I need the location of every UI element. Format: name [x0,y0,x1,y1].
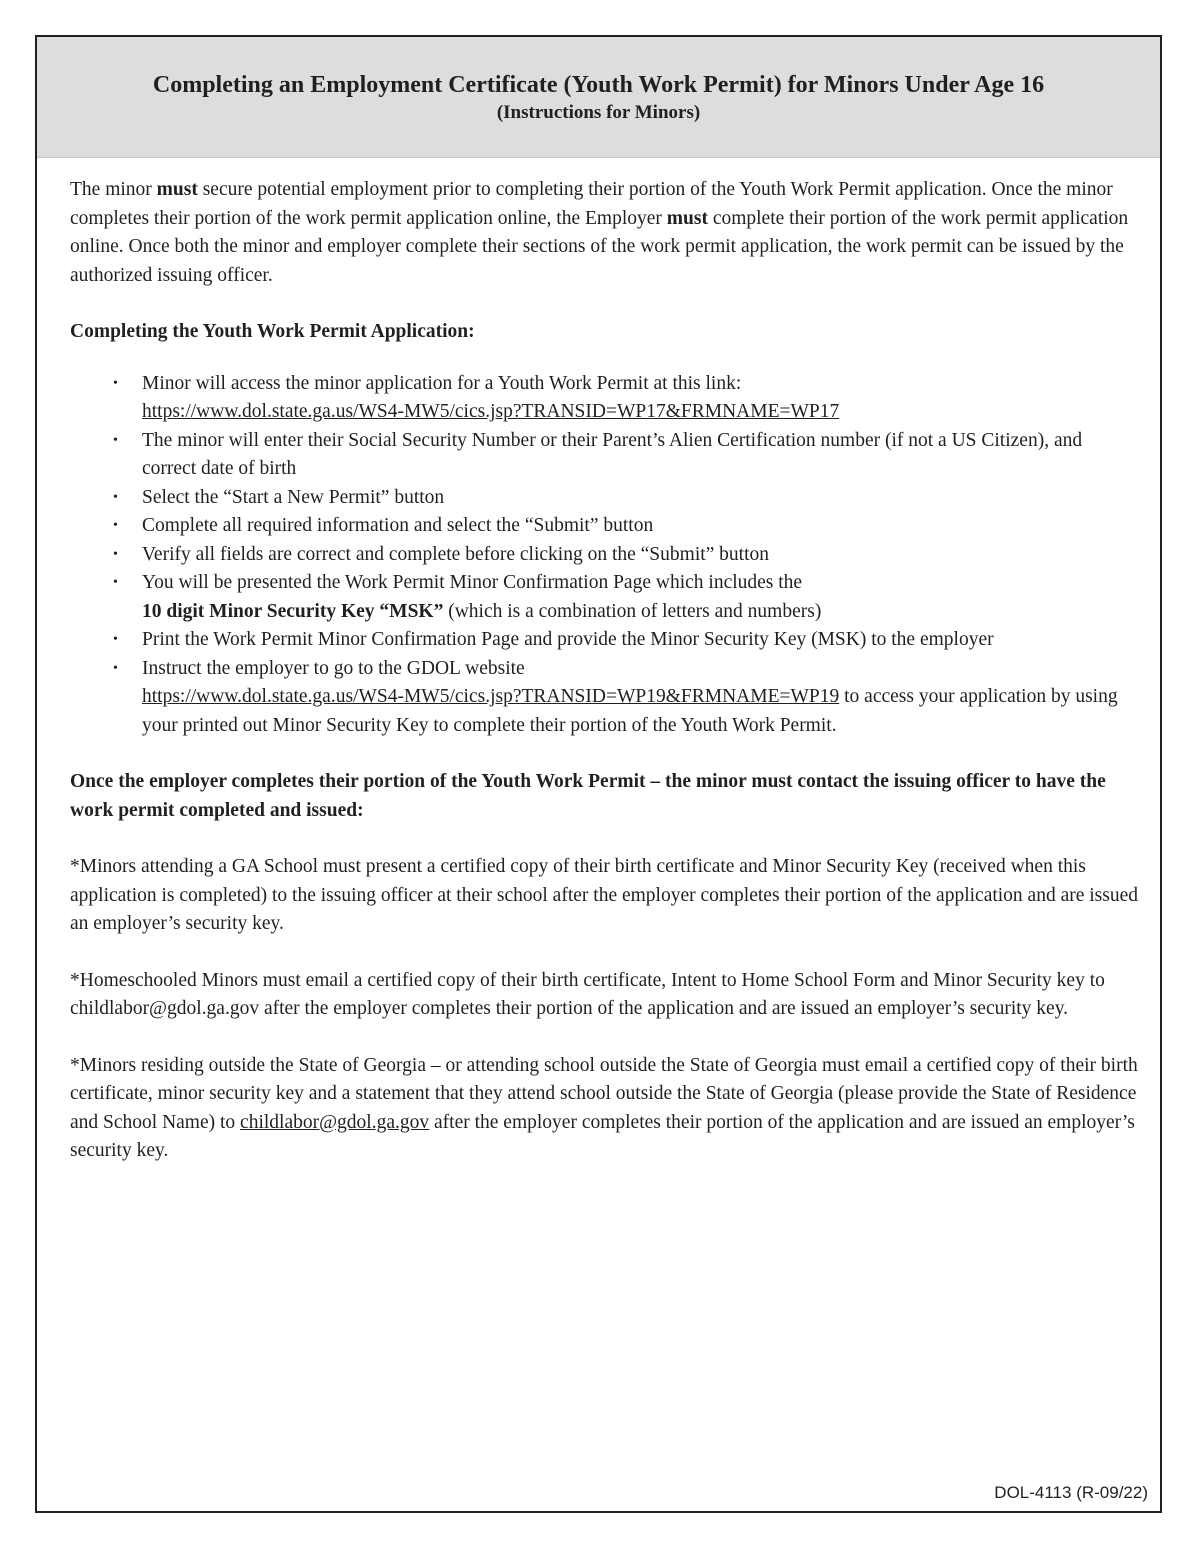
bullet-icon: • [113,575,118,590]
page-title: Completing an Employment Certificate (Youth Work Permit) for Minors Under Age 16 [152,72,1045,98]
bullet-icon: • [113,660,118,676]
list-item [70,569,1140,626]
step-text: Complete all required information and select the “Submit” button [142,515,654,536]
out-of-state-paragraph [70,1052,1140,1166]
page-subtitle: (Instructions for Minors) [496,102,701,123]
out-of-state-rest: after the employer completes their portion of the application and are issued an employer’s security key. [70,1111,1135,1161]
document-body [70,176,1140,1166]
list-item [70,512,1140,541]
bullet-icon: • [113,546,118,562]
step-text: Print the Work Permit Minor Confirmation Page and provide the Minor Security Key (MSK) to the employer [142,629,994,650]
intro-text-3: complete their portion of the work permit application online. Once both the minor and employer complete their sections of the work permit application, the work permit can be issued by the authorized issuing officer. [70,207,1129,286]
step-text: (which is a combination of letters and numbers) [443,600,822,622]
application-steps-list [70,370,1140,741]
intro-must-2: must [666,207,708,229]
intro-text-1: The minor [70,179,157,200]
intro-text-2: secure potential employment prior to completing their portion of the Youth Work Permit application. Once the minor completes their portion of the work permit application online, the Employer [70,179,1113,229]
step-text: Minor will access the minor application for a Youth Work Permit at this link: [142,372,742,394]
ga-school-paragraph: *Minors attending a GA School must present a certified copy of their birth certificate and Minor Security Key (received when this application is completed) to the issuing officer at their school after the employer completes their portion of the application and are issued an employer’s security key. [70,856,1139,934]
bullet-icon: • [113,489,118,505]
msk-emphasis: 10 digit Minor Security Key “MSK” [142,600,444,622]
application-section-heading: Completing the Youth Work Permit Application: [70,321,475,342]
bullet-icon: • [113,518,118,533]
intro-must-1: must [156,179,198,200]
childlabor-email-link[interactable]: childlabor@gdol.ga.gov [240,1111,430,1133]
employer-application-link[interactable]: https://www.dol.state.ga.us/WS4-MW5/cics.jsp?TRANSID=WP19&FRMNAME=WP19 [142,686,840,707]
page-frame [35,35,1162,1513]
out-of-state-text: *Minors residing outside the State of Georgia – or attending school outside the State of Georgia must email a certified copy of their birth certificate, minor security key and a statement that they attend school outside the State of Georgia (please provide the State of Residence and School Name) to [70,1054,1138,1133]
form-code: DOL-4113 (R-09/22) [994,1483,1148,1502]
minor-application-link[interactable]: https://www.dol.state.ga.us/WS4-MW5/cics.jsp?TRANSID=WP17&FRMNAME=WP17 [142,401,840,422]
bullet-icon: • [113,375,118,391]
header-band [37,37,1160,158]
list-item [70,427,1140,484]
list-item [70,655,1140,741]
step-text: You will be presented the Work Permit Minor Confirmation Page which includes the [142,572,803,593]
homeschooled-paragraph: *Homeschooled Minors must email a certified copy of their birth certificate, Intent to Home School Form and Minor Security key to childlabor@gdol.ga.gov after the employer completes their portion of the application and are issued an employer’s security key. [70,969,1105,1019]
bullet-icon: • [113,632,118,647]
list-item [70,370,1140,427]
step-text: Instruct the employer to go to the GDOL website [142,657,525,679]
intro-paragraph [70,176,1140,290]
bullet-icon: • [113,432,118,448]
step-text: Verify all fields are correct and complete before clicking on the “Submit” button [142,543,770,565]
step-text: The minor will enter their Social Security Number or their Parent’s Alien Certification number (if not a US Citizen), and correct date of birth [142,429,1083,479]
step-text: Select the “Start a New Permit” button [142,486,445,508]
step-text: to access your application by using your printed out Minor Security Key to complete their portion of the Youth Work Permit. [142,686,1118,736]
list-item [70,541,1140,570]
list-item [70,626,1140,655]
issuing-section-heading: Once the employer completes their portion of the Youth Work Permit – the minor must contact the issuing officer to have the work permit completed and issued: [70,771,1106,821]
list-item [70,484,1140,513]
